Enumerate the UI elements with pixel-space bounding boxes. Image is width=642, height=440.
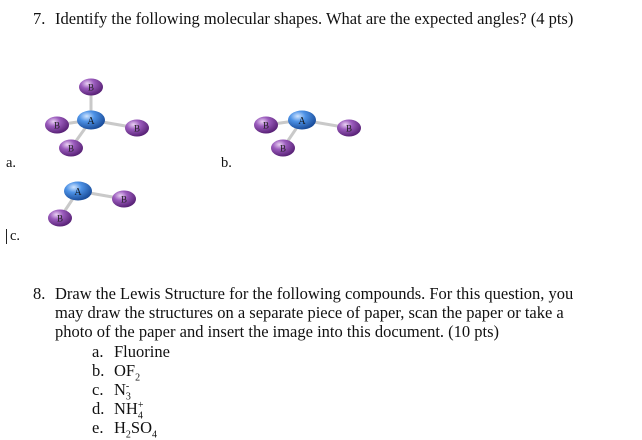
list-item-letter: d.: [92, 399, 105, 418]
compound-formula: N: [114, 380, 126, 399]
formula-charge: +: [137, 399, 144, 411]
list-item-letter: a.: [92, 342, 104, 361]
list-item-letter: c.: [92, 380, 104, 399]
list-item: [92, 361, 170, 384]
compound-list: [92, 342, 170, 440]
compound-formula: H: [114, 418, 126, 437]
question-7-text: Identify the following molecular shapes. What are the expected angles? (4 pts): [55, 9, 574, 28]
compound-formula: NH: [114, 399, 138, 418]
formula-subscript: 2: [135, 372, 141, 384]
list-item: [92, 399, 170, 422]
formula-subscript: 4: [152, 429, 158, 440]
label-b: b.: [221, 155, 232, 171]
outer-atom-label: B: [133, 123, 141, 134]
question-8-number: 8.: [33, 284, 46, 303]
molecule-b: [254, 111, 361, 157]
molecule-b-outer-bottom: [271, 140, 295, 157]
outer-atom-label: B: [87, 82, 95, 93]
question-8-text: Draw the Lewis Structure for the following compounds. For this question, you may draw the structures on a separate piece of paper, scan the paper or take a photo of the paper and insert the image into this document. (10 pts): [55, 284, 574, 341]
molecule-a-outer-right: [125, 120, 149, 137]
text-cursor: [6, 229, 7, 244]
center-atom-label: A: [87, 116, 95, 127]
formula-charge: -: [125, 380, 130, 392]
compound-formula: OF: [114, 361, 136, 380]
center-atom-label: A: [74, 187, 82, 198]
formula-subscript: 2: [125, 429, 131, 440]
label-a: a.: [6, 155, 17, 171]
outer-atom-label: B: [279, 143, 287, 154]
molecule-b-outer-left: [254, 117, 278, 134]
molecule-a-center: [77, 111, 105, 130]
molecule-b-outer-right: [337, 120, 361, 137]
list-item: [92, 342, 170, 361]
molecule-a-outer-top: [79, 79, 103, 96]
question-7-number: 7.: [33, 9, 46, 28]
outer-atom-label: B: [67, 143, 75, 154]
outer-atom-label: B: [345, 123, 353, 134]
molecule-c-outer-bottom: [48, 210, 72, 227]
list-item: [92, 418, 170, 440]
molecule-c-outer-right: [112, 191, 136, 208]
center-atom-label: A: [298, 116, 306, 127]
compound-formula-rest: SO: [130, 418, 153, 437]
outer-atom-label: B: [56, 213, 64, 224]
label-c: c.: [10, 228, 21, 244]
molecule-a-outer-left: [45, 117, 69, 134]
list-item: [92, 380, 170, 403]
molecule-b-center: [288, 111, 316, 130]
formula-subscript: 3: [125, 391, 131, 403]
list-item-letter: b.: [92, 361, 105, 380]
list-item-letter: e.: [92, 418, 104, 437]
molecule-c: [48, 182, 136, 227]
molecule-a: [45, 79, 149, 157]
formula-subscript: 4: [137, 410, 143, 422]
molecule-c-center: [64, 182, 92, 201]
outer-atom-label: B: [262, 120, 270, 131]
molecule-a-outer-bottom: [59, 140, 83, 157]
outer-atom-label: B: [120, 194, 128, 205]
outer-atom-label: B: [53, 120, 61, 131]
compound-formula: Fluorine: [114, 342, 170, 361]
